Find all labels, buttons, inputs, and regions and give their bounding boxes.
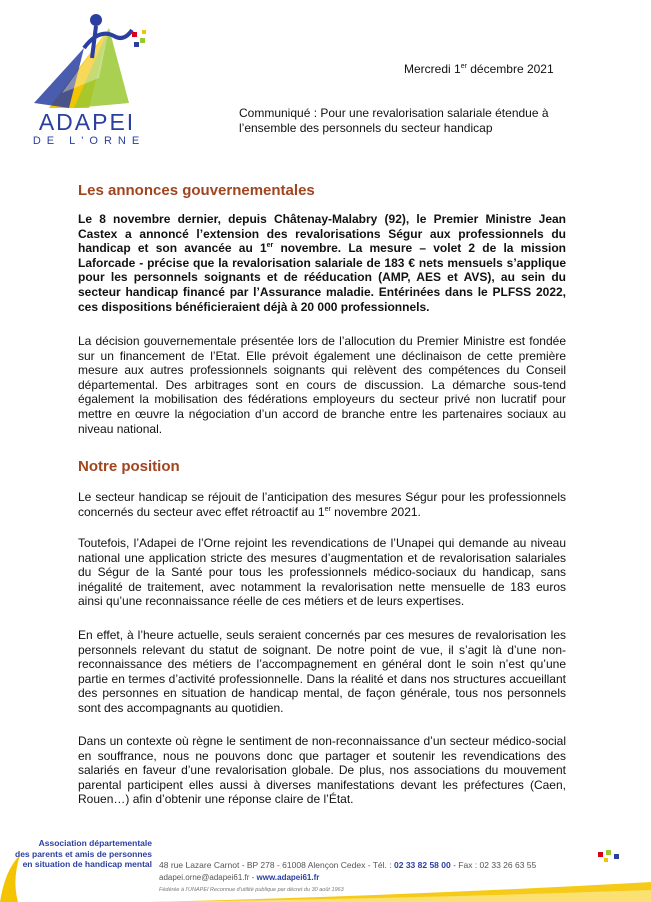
paragraph-position-3: En effet, à l’heure actuelle, seuls seraient concernés par ces mesures de revalorisation les personnels relevant du statut de soignant. De notre point de vue, il s’agit là d’une non-reconnaissance des métiers de l’accompagnement en général dont le soin n’est qu’une partie en termes d’activité professionnelle. Dans la réalité et dans nos structures accueillant des personnes en situation de handicap mental, de façon générale, tous nos personnels sont des accompagnants au quotidien.	[78, 628, 566, 715]
footer-federation-note: Fédérée à l’UNAPEI Reconnue d’utilité publique par décret du 30 août 1963	[159, 887, 344, 893]
logo-graphic	[14, 8, 164, 113]
section-heading-position: Notre position	[78, 458, 180, 475]
paragraph-announcements-1: Le 8 novembre dernier, depuis Châtenay-Malabry (92), le Premier Ministre Jean Castex a annoncé l’extension des revalorisations Ségur aux professionnels du handicap et son avancée au 1er novembre. La mesure – volet 2 de la mission Laforcade - précise que la revalorisation salariale de 183 € nets mensuels s’applique pour les personnels soignants et de rééducation (AMP, AES et AVS), au sein du secteur handicap financé par l’Assurance maladie. Entérinées dans le PLFSS 2022, ces dispositions bénéficieraient déjà à 20 000 professionnels.	[78, 212, 566, 314]
footer-website[interactable]: www.adapei61.fr	[256, 873, 320, 882]
logo-name: ADAPEI	[38, 109, 136, 135]
section-heading-announcements: Les annonces gouvernementales	[78, 182, 315, 199]
communique-title: Communiqué : Pour une revalorisation salariale étendue à l’ensemble des personnels du secteur handicap	[239, 106, 549, 135]
paragraph-position-2: Toutefois, l’Adapei de l’Orne rejoint les revendications de l’Unapei qui demande au niveau national une application stricte des mesures d’augmentation et de revalorisation salariales du Ségur de la Santé pour tous les professionnels médico-sociaux du handicap, sans inégalité de traitement, avec notamment la revalorisation nette mensuelle de 183 euros ainsi qu’une reconnaissance réelle de ces métiers et de leurs expertises.	[78, 536, 566, 609]
footer-address: 48 rue Lazare Carnot - BP 278 - 61008 Alençon Cedex - Tél. : 02 33 82 58 00 - Fax : 02 33 26 63 55	[159, 860, 537, 870]
paragraph-announcements-2: La décision gouvernementale présentée lors de l’allocution du Premier Ministre est fondée sur un financement de l’Etat. Elle prévoit également une déclinaison de cette première mesure aux autres professionnels soignants qui relèvent des compétences du Conseil départemental. Des arbitrages sont en cours de discussion. La démarche sous-tend également la mobilisation des fédérations employeurs du secteur privé non lucratif pour mettre en œuvre la négociation d’un accord de branche entre les partenaires sociaux au niveau national.	[78, 334, 566, 436]
footer-email[interactable]: adapei.orne@adapei61.fr -	[159, 873, 257, 882]
paragraph-position-1: Le secteur handicap se réjouit de l’anticipation des mesures Ségur pour les professionnels concernés du secteur avec effet rétroactif au 1er novembre 2021.	[78, 490, 566, 519]
logo-subtitle: DE L'ORNE	[32, 135, 146, 147]
adapei-logo	[14, 8, 164, 147]
footer-logo-dots-icon	[590, 848, 630, 870]
footer-association-name: Association départementale des parents et amis de personnes en situation de handicap mental	[15, 838, 152, 869]
paragraph-position-4: Dans un contexte où règne le sentiment de non-reconnaissance d’un secteur médico-social en souffrance, nous ne pouvons donc que partager et soutenir les revendications des salariés en faveur d’une revalorisation globale. De plus, nos associations du mouvement parental participent elles aussi à diverses manifestations devant les préfectures (Caen, Rouen…) afin d’obtenir une réponse claire de l’État.	[78, 734, 566, 807]
footer-contact	[159, 873, 319, 882]
document-date: Mercredi 1er décembre 2021	[404, 62, 554, 76]
